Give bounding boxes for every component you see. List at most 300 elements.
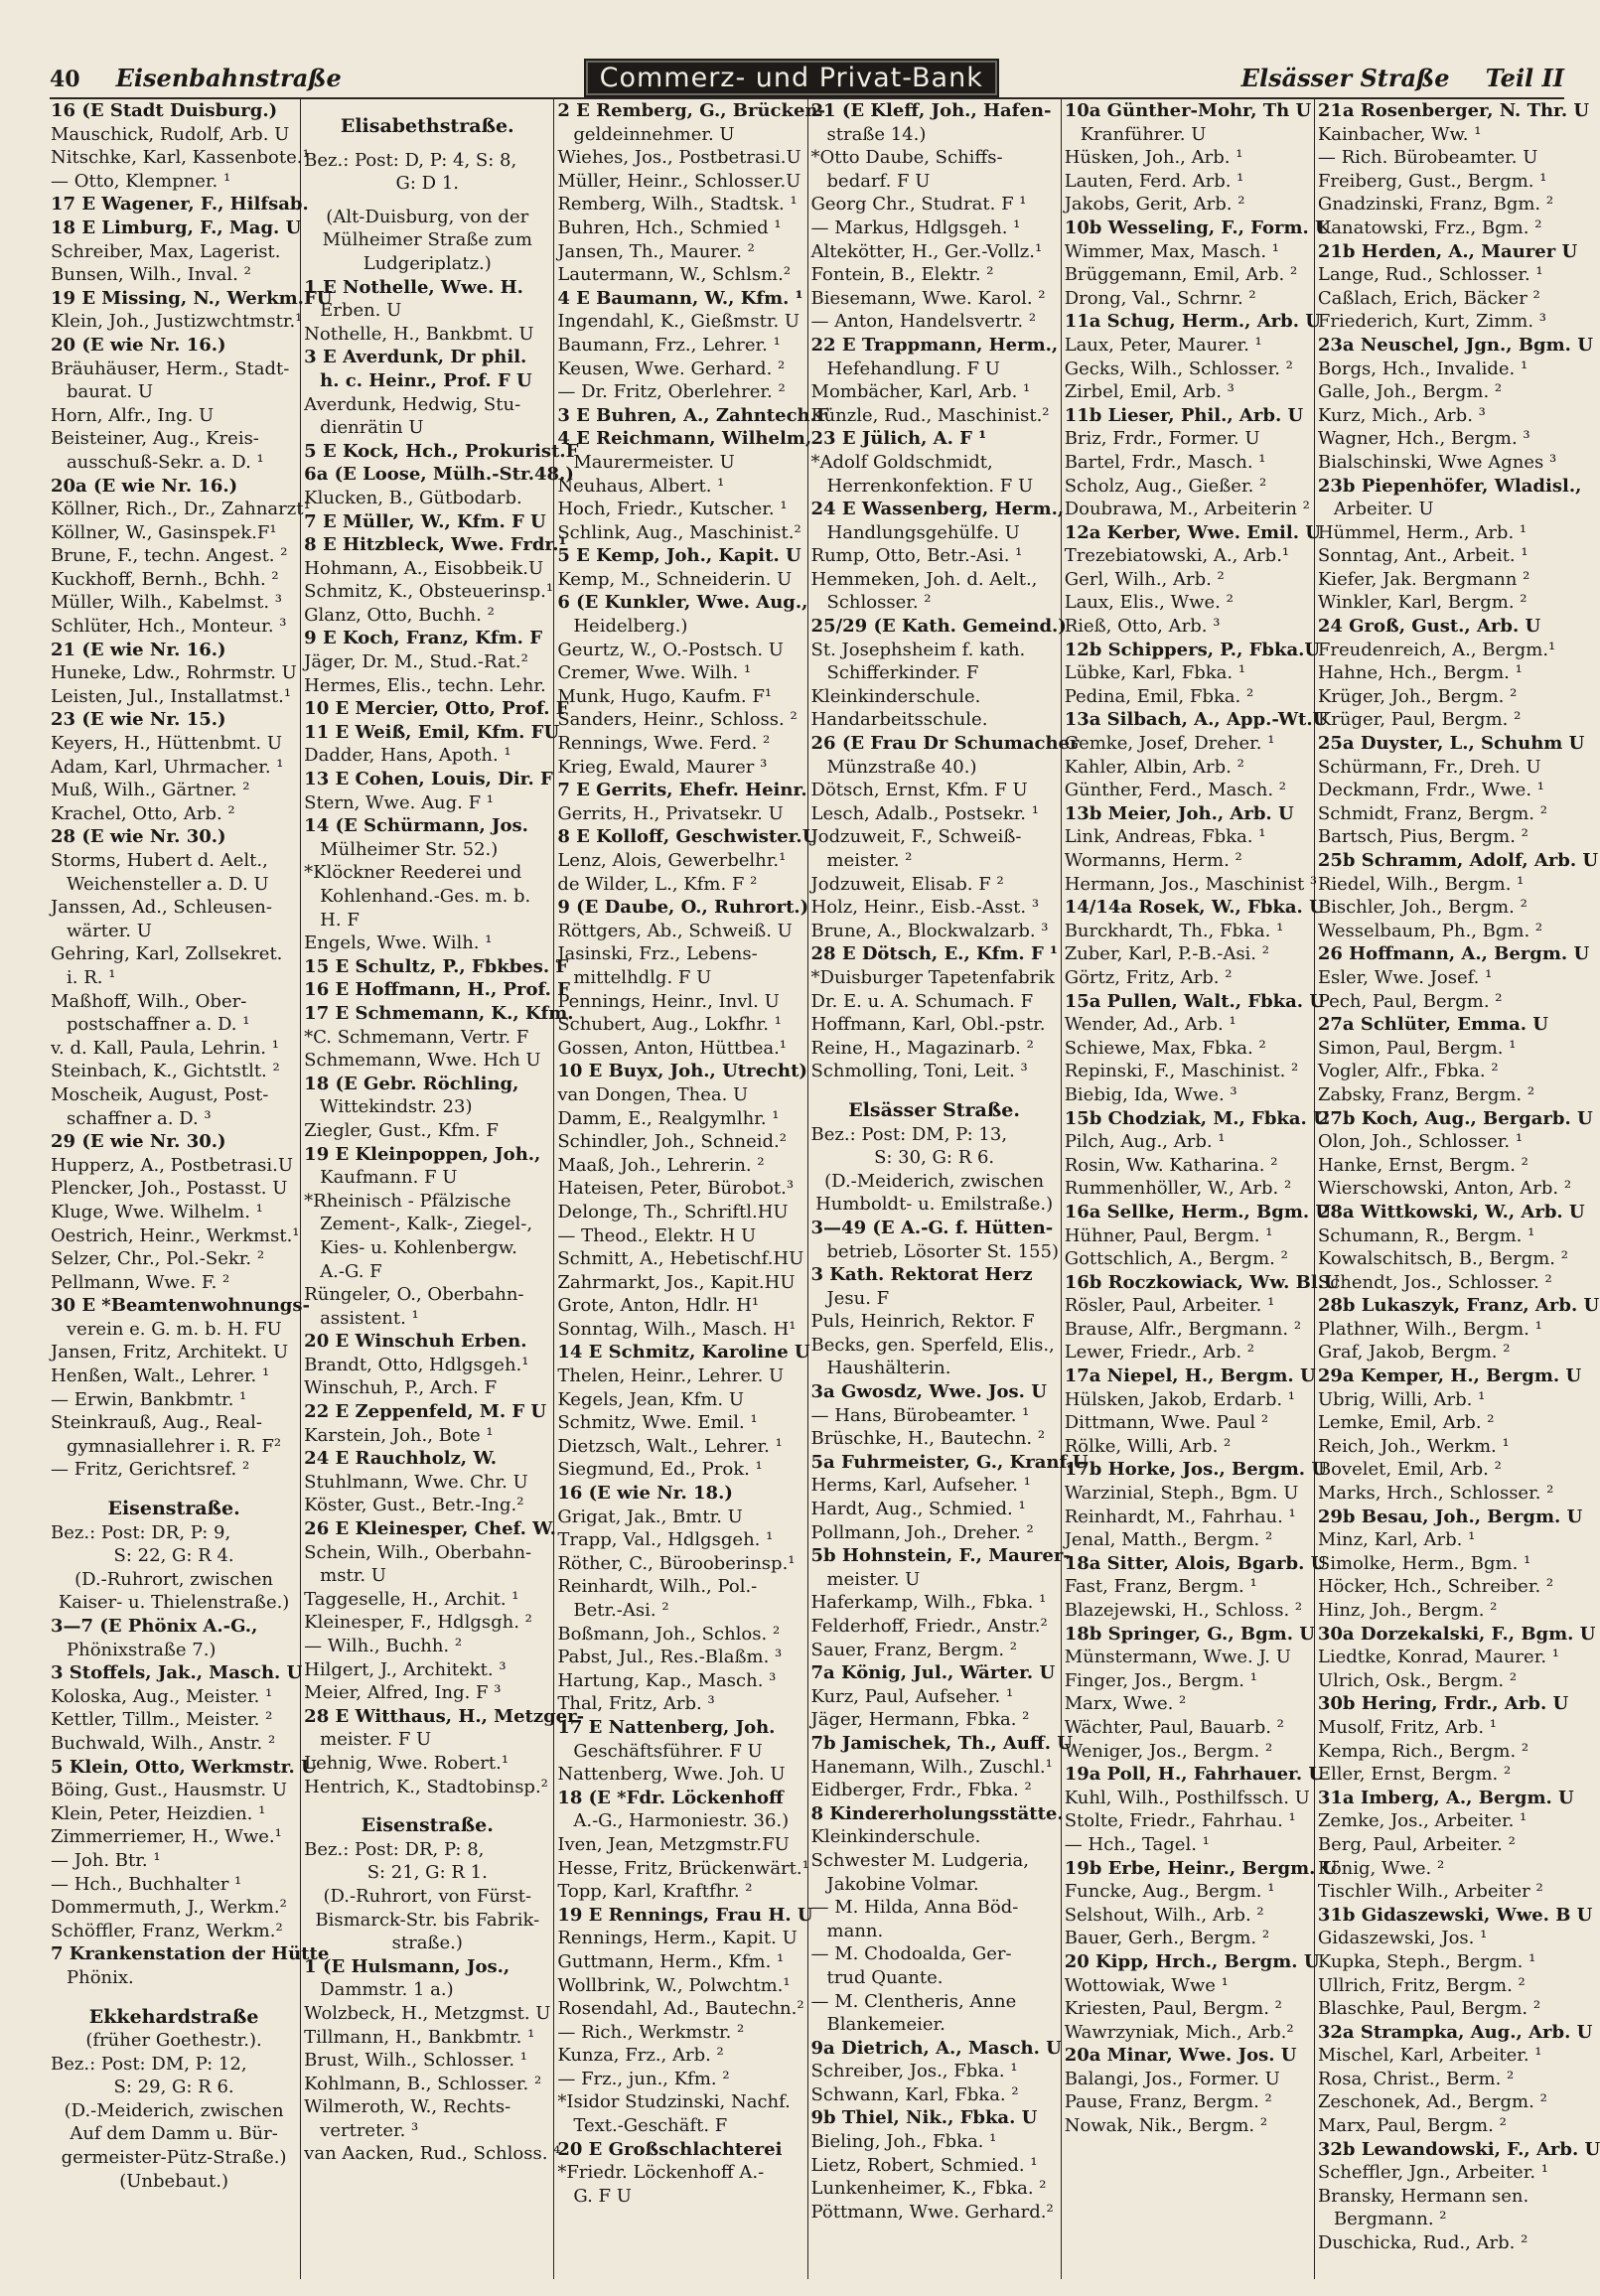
directory-entry: 29a Kemper, H., Bergm. U bbox=[1317, 1365, 1582, 1387]
directory-entry: Grigat, Jak., Bmtr. U bbox=[557, 1506, 743, 1527]
directory-entry: Lautermann, W., Schlsm.² bbox=[557, 264, 792, 286]
directory-entry: 23 (E wie Nr. 15.) bbox=[51, 709, 226, 731]
directory-entry: Glanz, Otto, Buchh. ² bbox=[304, 604, 495, 626]
directory-entry: Keusen, Wwe. Gerhard. ² bbox=[557, 358, 786, 379]
directory-entry: 24 Groß, Gust., Arb. U bbox=[1317, 616, 1541, 638]
directory-entry: Balangi, Jos., Former. U bbox=[1064, 2068, 1280, 2089]
directory-entry: Topp, Karl, Kraftfhr. ² bbox=[557, 1881, 753, 1903]
directory-entry: Trezebiatowski, A., Arb.¹ bbox=[1064, 545, 1290, 567]
directory-entry: Simon, Paul, Bergm. ¹ bbox=[1317, 1037, 1517, 1059]
directory-entry: Schlüter, Hch., Monteur. ³ bbox=[51, 616, 287, 638]
directory-entry: Winschuh, P., Arch. F bbox=[304, 1377, 498, 1399]
directory-entry: 14/14a Rosek, W., Fbka. U bbox=[1064, 897, 1325, 919]
directory-entry: Wender, Ad., Arb. ¹ bbox=[1064, 1014, 1236, 1036]
directory-entry: Schmitz, Wwe. Emil. ¹ bbox=[557, 1412, 758, 1434]
directory-entry: Herms, Karl, Aufseher. ¹ bbox=[810, 1475, 1031, 1497]
directory-entry: 23a Neuschel, Jgn., Bgm. U bbox=[1317, 334, 1593, 356]
directory-entry: Cremer, Wwe. Wilh. ¹ bbox=[557, 662, 752, 684]
directory-entry: Mombächer, Karl, Arb. ¹ bbox=[810, 381, 1031, 403]
directory-entry: Stolte, Friedr., Fahrhau. ¹ bbox=[1064, 1810, 1296, 1832]
directory-entry: Krüger, Joh., Bergm. ² bbox=[1317, 685, 1518, 707]
directory-entry: Averdunk, Hedwig, Stu- bbox=[304, 393, 521, 415]
directory-entry: 15a Pullen, Walt., Fbka. U bbox=[1064, 990, 1326, 1012]
directory-entry: A.-G., Harmoniestr. 36.) bbox=[573, 1810, 790, 1832]
directory-entry: 7 E Gerrits, Ehefr. Heinr. bbox=[557, 780, 807, 801]
directory-entry: Dommermuth, J., Werkm.² bbox=[51, 1897, 287, 1919]
directory-entry: Handarbeitsschule. bbox=[810, 709, 988, 731]
directory-entry: 27b Koch, Aug., Bergarb. U bbox=[1317, 1107, 1593, 1129]
directory-entry: Damm, E., Realgymlhr. ¹ bbox=[557, 1107, 780, 1129]
directory-entry: 21 (E wie Nr. 16.) bbox=[51, 639, 226, 660]
directory-entry: meister. F U bbox=[320, 1729, 432, 1751]
directory-entry: 5 Klein, Otto, Werkmstr. U bbox=[51, 1756, 317, 1778]
directory-entry: Kohlenhand.-Ges. m. b. bbox=[320, 886, 531, 907]
directory-entry: Brune, F., techn. Angest. ² bbox=[51, 545, 288, 567]
directory-entry: baurat. U bbox=[67, 381, 154, 403]
directory-entry: Karstein, Joh., Bote ¹ bbox=[304, 1424, 494, 1446]
directory-entry: 20 Kipp, Hrch., Bergm. U bbox=[1064, 1950, 1320, 1972]
directory-entry: Schreiber, Max, Lagerist. bbox=[51, 240, 281, 262]
directory-entry: Handlungsgehülfe. U bbox=[826, 521, 1020, 543]
directory-entry: Wittekindstr. 23) bbox=[320, 1096, 473, 1118]
directory-entry: Hohmann, A., Eisobbeik.U bbox=[304, 557, 544, 579]
directory-entry: König, Wwe. ² bbox=[1317, 1857, 1445, 1879]
directory-entry: Sonntag, Wilh., Masch. H¹ bbox=[557, 1318, 797, 1340]
directory-entry: Mülheimer Straße zum bbox=[322, 229, 532, 251]
directory-entry: Reinhardt, Wilh., Pol.- bbox=[557, 1576, 758, 1598]
directory-entry: — Fritz, Gerichtsref. ² bbox=[51, 1459, 250, 1481]
directory-entry: Künzle, Rud., Maschinist.² bbox=[810, 404, 1050, 426]
directory-entry: 10 E Mercier, Otto, Prof. F bbox=[304, 698, 569, 720]
directory-entry: Hüsken, Joh., Arb. ¹ bbox=[1064, 147, 1243, 169]
directory-entry: 26 E Kleinesper, Chef. W. bbox=[304, 1518, 556, 1540]
directory-entry: Siegmund, Ed., Prok. ¹ bbox=[557, 1459, 763, 1481]
directory-entry: Scholz, Aug., Gießer. ² bbox=[1064, 475, 1267, 497]
directory-entry: Hesse, Fritz, Brückenwärt.¹ bbox=[557, 1857, 809, 1879]
directory-entry: 5 E Kemp, Joh., Kapit. U bbox=[557, 545, 801, 567]
directory-entry: Rump, Otto, Betr.-Asi. ¹ bbox=[810, 545, 1023, 567]
directory-entry: Eidberger, Frdr., Fbka. ² bbox=[810, 1780, 1032, 1801]
directory-entry: Maaß, Joh., Lehrerin. ² bbox=[557, 1154, 765, 1176]
directory-entry: 26 (E Frau Dr Schumacher bbox=[810, 733, 1080, 755]
directory-entry: G. F U bbox=[573, 2185, 632, 2207]
directory-entry: 6 (E Kunkler, Wwe. Aug., bbox=[557, 592, 808, 614]
directory-entry: Hülsken, Jakob, Erdarb. ¹ bbox=[1064, 1388, 1296, 1410]
directory-entry: Kahler, Albin, Arb. ² bbox=[1064, 756, 1244, 778]
directory-entry: Pilch, Aug., Arb. ¹ bbox=[1064, 1131, 1226, 1153]
directory-entry: Rennings, Herm., Kapit. U bbox=[557, 1928, 798, 1949]
directory-entry: Beisteiner, Aug., Kreis- bbox=[51, 428, 259, 450]
directory-entry: 19 E Missing, N., Werkm.FU bbox=[51, 287, 333, 309]
directory-entry: Minz, Karl, Arb. ¹ bbox=[1317, 1529, 1476, 1551]
directory-entry: Bunsen, Wilh., Inval. ² bbox=[51, 264, 251, 286]
directory-entry: Wawrzyniak, Mich., Arb.² bbox=[1064, 2021, 1294, 2043]
directory-entry: Jenal, Matth., Bergm. ² bbox=[1064, 1529, 1273, 1551]
directory-entry: Lunkenheimer, K., Fbka. ² bbox=[810, 2178, 1047, 2200]
directory-entry: Kleinkinderschule. bbox=[810, 1826, 981, 1848]
directory-entry: Bovelet, Emil, Arb. ² bbox=[1317, 1459, 1502, 1481]
directory-entry: Nitschke, Karl, Kassenbote.¹ bbox=[51, 147, 310, 169]
directory-entry: 8 Kindererholungsstätte. bbox=[810, 1802, 1064, 1824]
directory-entry: — Erwin, Bankbmtr. ¹ bbox=[51, 1388, 247, 1410]
directory-entry: 12a Kerber, Wwe. Emil. U bbox=[1064, 521, 1321, 543]
directory-entry: Mülheimer Str. 52.) bbox=[320, 838, 499, 860]
directory-entry: Hanemann, Wilh., Zuschl.¹ bbox=[810, 1756, 1053, 1778]
directory-entry: Röttgers, Ab., Schweiß. U bbox=[557, 920, 793, 941]
directory-entry: Simolke, Herm., Bgm. ¹ bbox=[1317, 1552, 1531, 1574]
directory-entry: Adam, Karl, Uhrmacher. ¹ bbox=[51, 756, 284, 778]
directory-entry: 18a Sitter, Alois, Bgarb. U bbox=[1064, 1552, 1327, 1574]
directory-entry: meister. U bbox=[826, 1568, 921, 1590]
directory-entry: (Alt-Duisburg, von der bbox=[326, 206, 529, 227]
directory-entry: Selshout, Wilh., Arb. ² bbox=[1064, 1904, 1264, 1926]
directory-entry: — Rich., Werkmstr. ² bbox=[557, 2021, 745, 2043]
directory-entry: Nattenberg, Wwe. Joh. U bbox=[557, 1764, 786, 1786]
directory-entry: 9 E Koch, Franz, Kfm. F bbox=[304, 628, 542, 649]
directory-entry: Zement-, Kalk-, Ziegel-, bbox=[320, 1214, 533, 1235]
directory-entry: Röther, C., Bürooberinsp.¹ bbox=[557, 1552, 796, 1574]
directory-entry: mann. bbox=[826, 1920, 884, 1941]
spacer bbox=[304, 196, 550, 206]
directory-entry: Hermes, Elis., techn. Lehr. bbox=[304, 674, 546, 696]
directory-entry: Gerrits, H., Privatsekr. U bbox=[557, 802, 784, 824]
directory-entry: 14 (E Schürmann, Jos. bbox=[304, 815, 528, 837]
directory-entry: Rummenhöller, W., Arb. ² bbox=[1064, 1178, 1292, 1200]
directory-entry: Jodzuweit, F., Schweiß- bbox=[810, 826, 1022, 848]
directory-entry: Neuhaus, Albert. ¹ bbox=[557, 475, 725, 497]
directory-entry: Reich, Joh., Werkm. ¹ bbox=[1317, 1435, 1510, 1457]
directory-entry: Sonntag, Ant., Arbeit. ¹ bbox=[1317, 545, 1528, 567]
directory-entry: Herrenkonfektion. F U bbox=[826, 475, 1034, 497]
street-heading: Elisabethstraße. bbox=[340, 115, 514, 137]
directory-entry: Klein, Peter, Heizdien. ¹ bbox=[51, 1802, 266, 1824]
directory-entry: Zimmerriemer, H., Wwe.¹ bbox=[51, 1826, 282, 1848]
directory-entry: Rennings, Wwe. Ferd. ² bbox=[557, 733, 771, 755]
directory-entry: Becks, gen. Sperfeld, Elis., bbox=[810, 1334, 1055, 1356]
directory-entry: *Adolf Goldschmidt, bbox=[810, 451, 993, 473]
spacer bbox=[811, 1083, 1058, 1093]
directory-entry: Buchwald, Wilh., Anstr. ² bbox=[51, 1732, 276, 1754]
directory-entry: van Aacken, Rud., Schloss. ⁴ bbox=[304, 2143, 561, 2165]
directory-entry: dienrätin U bbox=[320, 417, 424, 439]
directory-entry: Bräuhäuser, Herm., Stadt- bbox=[51, 358, 290, 379]
directory-entry: St. Josephsheim f. kath. bbox=[810, 639, 1026, 660]
header-left bbox=[50, 64, 342, 92]
directory-entry: Graf, Jakob, Bergm. ² bbox=[1317, 1342, 1511, 1363]
directory-entry: Moscheik, August, Post- bbox=[51, 1083, 269, 1105]
directory-entry: Fontein, B., Elektr. ² bbox=[810, 264, 994, 286]
directory-entry: Jodzuweit, Elisab. F ² bbox=[810, 873, 1004, 895]
directory-entry: Zeschonek, Ad., Bergm. ² bbox=[1317, 2091, 1547, 2113]
directory-entry: Text.-Geschäft. F bbox=[573, 2115, 728, 2137]
directory-entry: Geschäftsführer. F U bbox=[573, 1740, 763, 1762]
directory-entry: van Dongen, Thea. U bbox=[557, 1083, 749, 1105]
directory-entry: Günther, Ferd., Masch. ² bbox=[1064, 780, 1286, 801]
directory-entry: Rosin, Ww. Katharina. ² bbox=[1064, 1154, 1278, 1176]
directory-entry: 18 (E Gebr. Röchling, bbox=[304, 1073, 519, 1094]
directory-entry: Bartel, Frdr., Masch. ¹ bbox=[1064, 451, 1266, 473]
directory-entry: 21 (E Kleff, Joh., Hafen- bbox=[810, 100, 1052, 121]
directory-entry: Blaschke, Paul, Bergm. ² bbox=[1317, 1998, 1541, 2020]
directory-entry: Kaiser- u. Thielenstraße.) bbox=[58, 1592, 290, 1614]
directory-entry: 21a Rosenberger, N. Thr. U bbox=[1317, 100, 1590, 121]
directory-entry: Engels, Wwe. Wilh. ¹ bbox=[304, 933, 493, 954]
directory-entry: verein e. G. m. b. H. FU bbox=[67, 1318, 282, 1340]
directory-entry: Brune, A., Blockwalzarb. ³ bbox=[810, 920, 1049, 941]
directory-entry: Holz, Heinr., Eisb.-Asst. ³ bbox=[810, 897, 1040, 919]
directory-entry: Kegels, Jean, Kfm. U bbox=[557, 1388, 744, 1410]
directory-entry: Ludgeriplatz.) bbox=[363, 252, 492, 274]
directory-entry: Freiberg, Gust., Bergm. ¹ bbox=[1317, 170, 1547, 192]
directory-entry: — Markus, Hdlgsgeh. ¹ bbox=[810, 216, 1021, 238]
directory-entry: Hemmeken, Joh. d. Aelt., bbox=[810, 568, 1038, 590]
directory-entry: Maßhoff, Wilh., Ober- bbox=[51, 990, 247, 1012]
directory-entry: Hoffmann, Karl, Obl.-pstr. bbox=[810, 1014, 1046, 1036]
directory-entry: Laux, Elis., Wwe. ² bbox=[1064, 592, 1234, 614]
directory-entry: Zabsky, Franz, Bergm. ² bbox=[1317, 1083, 1535, 1105]
directory-entry: (D.-Meiderich, zwischen bbox=[64, 2099, 284, 2121]
directory-entry: S: 30, G: R 6. bbox=[874, 1147, 995, 1169]
directory-entry: Wiehes, Jos., Postbetrasi.U bbox=[557, 147, 801, 169]
directory-entry: Betr.-Asi. ² bbox=[573, 1600, 669, 1621]
directory-entry: Köllner, W., Gasinspek.F¹ bbox=[51, 521, 277, 543]
directory-entry: Schmidt, Franz, Bergm. ² bbox=[1317, 802, 1547, 824]
directory-entry: Burckhardt, Th., Fbka. ¹ bbox=[1064, 920, 1284, 941]
directory-entry: Görtz, Fritz, Arb. ² bbox=[1064, 966, 1233, 988]
directory-entry: Thal, Fritz, Arb. ³ bbox=[557, 1693, 715, 1715]
directory-entry: — Theod., Elektr. H U bbox=[557, 1224, 757, 1246]
directory-entry: Hermann, Jos., Maschinist ³ bbox=[1064, 873, 1318, 895]
directory-entry: Blankemeier. bbox=[826, 2014, 945, 2036]
directory-entry: Heidelberg.) bbox=[573, 616, 688, 638]
directory-entry: Freudenreich, A., Bergm.¹ bbox=[1317, 639, 1556, 660]
directory-entry: Dietzsch, Walt., Lehrer. ¹ bbox=[557, 1435, 783, 1457]
directory-entry: Zuber, Karl, P.-B.-Asi. ² bbox=[1064, 943, 1269, 965]
directory-entry: Biebig, Ida, Wwe. ³ bbox=[1064, 1083, 1237, 1105]
directory-entry: Tillmann, H., Bankbmtr. ¹ bbox=[304, 2026, 535, 2048]
directory-entry: 27a Schlüter, Emma. U bbox=[1317, 1014, 1548, 1036]
directory-entry: Duschicka, Rud., Arb. ² bbox=[1317, 2232, 1528, 2254]
directory-entry: Böing, Gust., Hausmstr. U bbox=[51, 1780, 288, 1801]
directory-entry: 3—49 (E A.-G. f. Hütten- bbox=[810, 1217, 1054, 1238]
directory-entry: 3 Kath. Rektorat Herz bbox=[810, 1264, 1033, 1286]
directory-entry: gymnasiallehrer i. R. F² bbox=[67, 1435, 282, 1457]
directory-entry: Lewer, Friedr., Arb. ² bbox=[1064, 1342, 1255, 1363]
directory-entry: 4 E Reichmann, Wilhelm, bbox=[557, 428, 812, 450]
directory-entry: Steinkrauß, Aug., Real- bbox=[51, 1412, 262, 1434]
directory-entry: Jäger, Dr. M., Stud.-Rat.² bbox=[304, 651, 528, 673]
directory-entry: 24 E Rauchholz, W. bbox=[304, 1448, 498, 1470]
directory-entry: 17b Horke, Jos., Bergm. U bbox=[1064, 1459, 1328, 1481]
directory-entry: Hühner, Paul, Bergm. ¹ bbox=[1064, 1224, 1273, 1246]
directory-entry: Guttmann, Herm., Kfm. ¹ bbox=[557, 1950, 785, 1972]
directory-entry: Wächter, Paul, Bauarb. ² bbox=[1064, 1716, 1284, 1738]
bank-advert-banner: Commerz- und Privat-Bank bbox=[584, 59, 999, 97]
directory-entry: Marx, Paul, Bergm. ² bbox=[1317, 2115, 1507, 2137]
directory-entry: Briz, Frdr., Former. U bbox=[1064, 428, 1260, 450]
directory-entry: Mauschick, Rudolf, Arb. U bbox=[51, 123, 290, 145]
directory-entry: Bergmann. ² bbox=[1333, 2209, 1447, 2230]
directory-entry: Pollmann, Joh., Dreher. ² bbox=[810, 1521, 1034, 1543]
directory-entry: Jansen, Fritz, Architekt. U bbox=[51, 1342, 289, 1363]
directory-entry: 28 (E wie Nr. 30.) bbox=[51, 826, 226, 848]
directory-entry: Hupperz, A., Postbetrasi.U bbox=[51, 1154, 294, 1176]
directory-entry: trud Quante. bbox=[826, 1966, 944, 1988]
directory-entry: Berg, Paul, Arbeiter. ² bbox=[1317, 1833, 1516, 1855]
directory-entry: S: 22, G: R 4. bbox=[113, 1545, 234, 1567]
directory-entry: Kiefer, Jak. Bergmann ² bbox=[1317, 568, 1530, 590]
directory-entry: Dötsch, Ernst, Kfm. F U bbox=[810, 780, 1028, 801]
directory-entry: Hentrich, K., Stadtobinsp.² bbox=[304, 1776, 548, 1797]
spacer bbox=[51, 1990, 297, 2000]
directory-entry: Arbeiter. U bbox=[1333, 499, 1434, 520]
directory-entry: Horn, Alfr., Ing. U bbox=[51, 404, 215, 426]
directory-entry: Eller, Ernst, Bergm. ² bbox=[1317, 1764, 1512, 1786]
directory-entry: 13a Silbach, A., App.-Wt.U bbox=[1064, 709, 1329, 731]
directory-entry: Hefehandlung. F U bbox=[826, 358, 1000, 379]
directory-entry: *Friedr. Löckenhoff A.- bbox=[557, 2162, 765, 2184]
directory-entry: Hardt, Aug., Schmied. ¹ bbox=[810, 1499, 1026, 1520]
directory-entry: Kohlmann, B., Schlosser. ² bbox=[304, 2073, 542, 2094]
directory-part: Teil II bbox=[1485, 63, 1564, 92]
directory-entry: Biesemann, Wwe. Karol. ² bbox=[810, 287, 1046, 309]
directory-entry: bedarf. F U bbox=[826, 170, 931, 192]
directory-entry: — Otto, Klempner. ¹ bbox=[51, 170, 231, 192]
directory-entry: Krachel, Otto, Arb. ² bbox=[51, 802, 235, 824]
directory-entry: Plathner, Wilh., Bergm. ¹ bbox=[1317, 1318, 1542, 1340]
directory-entry: Tischler Wilh., Arbeiter ² bbox=[1317, 1881, 1543, 1903]
directory-entry: Lietz, Robert, Schmied. ¹ bbox=[810, 2154, 1038, 2176]
directory-column-4 bbox=[808, 99, 1089, 2279]
directory-entry: Dr. E. u. A. Schumach. F bbox=[810, 990, 1034, 1012]
directory-entry: Galle, Joh., Bergm. ² bbox=[1317, 381, 1503, 403]
directory-entry: Zirbel, Emil, Arb. ³ bbox=[1064, 381, 1235, 403]
directory-entry: Lehnig, Wwe. Robert.¹ bbox=[304, 1752, 509, 1774]
directory-entry: Musolf, Fritz, Arb. ¹ bbox=[1317, 1716, 1497, 1738]
directory-entry: 16a Sellke, Herm., Bgm. U bbox=[1064, 1201, 1332, 1222]
directory-entry: Sanders, Heinr., Schloss. ² bbox=[557, 709, 798, 731]
directory-entry: Schein, Wilh., Oberbahn- bbox=[304, 1541, 532, 1563]
directory-entry: 17 E Nattenberg, Joh. bbox=[557, 1716, 776, 1738]
directory-entry: 1 (E Hulsmann, Jos., bbox=[304, 1955, 510, 1977]
directory-entry: 11 E Weiß, Emil, Kfm. FU bbox=[304, 721, 560, 743]
directory-entry: Marx, Wwe. ² bbox=[1064, 1693, 1187, 1715]
directory-entry: Marks, Hrch., Schlosser. ² bbox=[1317, 1483, 1554, 1505]
directory-entry: vertreter. ³ bbox=[320, 2119, 419, 2141]
directory-entry: — Hch., Buchhalter ¹ bbox=[51, 1873, 242, 1895]
directory-entry: Steinbach, K., Gichtstlt. ² bbox=[51, 1061, 280, 1082]
directory-entry: Zahrmarkt, Jos., Kapit.HU bbox=[557, 1271, 796, 1293]
directory-entry: 11a Schug, Herm., Arb. U bbox=[1064, 311, 1321, 333]
directory-entry: Grote, Anton, Hdlr. H¹ bbox=[557, 1295, 760, 1317]
directory-entry: Bismarck-Str. bis Fabrik- bbox=[315, 1909, 540, 1931]
directory-entry: 20 (E wie Nr. 16.) bbox=[51, 334, 226, 356]
directory-entry: Hanke, Ernst, Bergm. ² bbox=[1317, 1154, 1528, 1176]
directory-entry: Schmitz, K., Obsteuerinsp.¹ bbox=[304, 581, 554, 603]
directory-entry: Hümmel, Herm., Arb. ¹ bbox=[1317, 521, 1527, 543]
directory-entry: Münstermann, Wwe. J. U bbox=[1064, 1647, 1291, 1668]
directory-entry: Kranführer. U bbox=[1080, 123, 1207, 145]
directory-entry: Zemke, Jos., Arbeiter. ¹ bbox=[1317, 1810, 1527, 1832]
directory-entry: Kowalschitsch, B., Bergm. ² bbox=[1317, 1248, 1568, 1270]
directory-entry: 28 E Dötsch, E., Kfm. F ¹ bbox=[810, 943, 1058, 965]
directory-entry: Auf dem Damm u. Bür- bbox=[70, 2123, 278, 2145]
directory-entry: Schöffler, Franz, Werkm.² bbox=[51, 1920, 283, 1941]
directory-entry: Köster, Gust., Betr.-Ing.² bbox=[304, 1495, 524, 1516]
directory-entry: *Otto Daube, Schiffs- bbox=[810, 147, 1003, 169]
directory-entry: Winkler, Karl, Bergm. ² bbox=[1317, 592, 1527, 614]
directory-entry: Schubert, Aug., Lokfhr. ¹ bbox=[557, 1014, 782, 1036]
directory-entry: Baumann, Frz., Lehrer. ¹ bbox=[557, 334, 781, 356]
directory-entry: postschaffner a. D. ¹ bbox=[67, 1014, 250, 1036]
directory-entry: Pause, Franz, Bergm. ² bbox=[1064, 2091, 1272, 2113]
directory-entry: Plencker, Joh., Postasst. U bbox=[51, 1178, 288, 1200]
directory-entry: 20 E Großschlachterei bbox=[557, 2138, 783, 2160]
directory-entry: 22 E Zeppenfeld, M. F U bbox=[304, 1401, 547, 1423]
directory-column-5 bbox=[1062, 99, 1340, 2279]
directory-entry: Blazejewski, H., Schloss. ² bbox=[1064, 1600, 1303, 1621]
directory-entry: Kemp, M., Schneiderin. U bbox=[557, 568, 793, 590]
directory-entry: Krieg, Ewald, Maurer ³ bbox=[557, 756, 768, 778]
directory-entry: (D.-Meiderich, zwischen bbox=[824, 1170, 1045, 1192]
directory-entry: Kies- u. Kohlenbergw. bbox=[320, 1236, 517, 1258]
directory-entry: *Klöckner Reederei und bbox=[304, 862, 522, 884]
directory-entry: Wilmeroth, W., Rechts- bbox=[304, 2096, 511, 2118]
street-heading: Eisenstraße. bbox=[107, 1498, 240, 1520]
directory-entry: 9 (E Daube, O., Ruhrort.) bbox=[557, 897, 809, 919]
directory-entry: geldeinnehmer. U bbox=[573, 123, 735, 145]
directory-entry: Georg Chr., Studrat. F ¹ bbox=[810, 194, 1027, 215]
directory-entry: Jasinski, Frz., Lebens- bbox=[557, 943, 758, 965]
directory-entry: Ziegler, Gust., Kfm. F bbox=[304, 1119, 499, 1141]
directory-entry: Munk, Hugo, Kaufm. F¹ bbox=[557, 685, 773, 707]
directory-entry: Jäger, Hermann, Fbka. ² bbox=[810, 1709, 1030, 1731]
directory-entry: Lange, Rud., Schlosser. ¹ bbox=[1317, 264, 1543, 286]
directory-entry: Hilgert, J., Architekt. ³ bbox=[304, 1658, 507, 1680]
directory-entry: mstr. U bbox=[320, 1565, 386, 1587]
directory-entry: meister. ² bbox=[826, 850, 913, 871]
spacer bbox=[304, 1798, 550, 1808]
directory-entry: Sauer, Franz, Bergm. ² bbox=[810, 1639, 1017, 1660]
directory-entry: Gemke, Josef, Dreher. ¹ bbox=[1064, 733, 1275, 755]
directory-entry: Weichensteller a. D. U bbox=[67, 873, 269, 895]
directory-entry: 2 E Remberg, G., Brücken- bbox=[557, 100, 825, 121]
directory-entry: 17a Niepel, H., Bergm. U bbox=[1064, 1365, 1316, 1387]
directory-entry: 31b Gidaszewski, Wwe. B U bbox=[1317, 1904, 1593, 1926]
directory-entry: Wottowiak, Wwe ¹ bbox=[1064, 1974, 1229, 1996]
directory-entry: Remberg, Wilh., Stadtsk. ¹ bbox=[557, 194, 798, 215]
directory-entry: Gossen, Anton, Hüttbea.¹ bbox=[557, 1037, 788, 1059]
directory-entry: Jansen, Th., Maurer. ² bbox=[557, 240, 755, 262]
directory-entry: Kurz, Mich., Arb. ³ bbox=[1317, 404, 1486, 426]
directory-entry: 30a Dorzekalski, F., Bgm. U bbox=[1317, 1623, 1596, 1645]
directory-entry: Pech, Paul, Bergm. ² bbox=[1317, 990, 1503, 1012]
directory-entry: Kaufmann. F U bbox=[320, 1167, 458, 1189]
directory-entry: Boßmann, Joh., Schlos. ² bbox=[557, 1623, 781, 1645]
directory-entry: 25a Duyster, L., Schuhm U bbox=[1317, 733, 1585, 755]
page-number: 40 bbox=[50, 66, 80, 92]
directory-entry: Humboldt- u. Emilstraße.) bbox=[815, 1194, 1054, 1216]
directory-entry: Köllner, Rich., Dr., Zahnarzt¹ bbox=[51, 499, 311, 520]
directory-entry: Leisten, Jul., Installatmst.¹ bbox=[51, 685, 292, 707]
directory-entry: 23b Piepenhöfer, Wladisl., bbox=[1317, 475, 1582, 497]
directory-entry: H. F bbox=[320, 909, 360, 931]
directory-entry: Scheffler, Jgn., Arbeiter. ¹ bbox=[1317, 2162, 1548, 2184]
directory-entry: Kleinkinderschule. bbox=[810, 685, 981, 707]
directory-entry: Jesu. F bbox=[826, 1287, 890, 1309]
directory-entry: 19 E Kleinpoppen, Joh., bbox=[304, 1143, 541, 1165]
directory-entry: de Wilder, L., Kfm. F ² bbox=[557, 873, 758, 895]
